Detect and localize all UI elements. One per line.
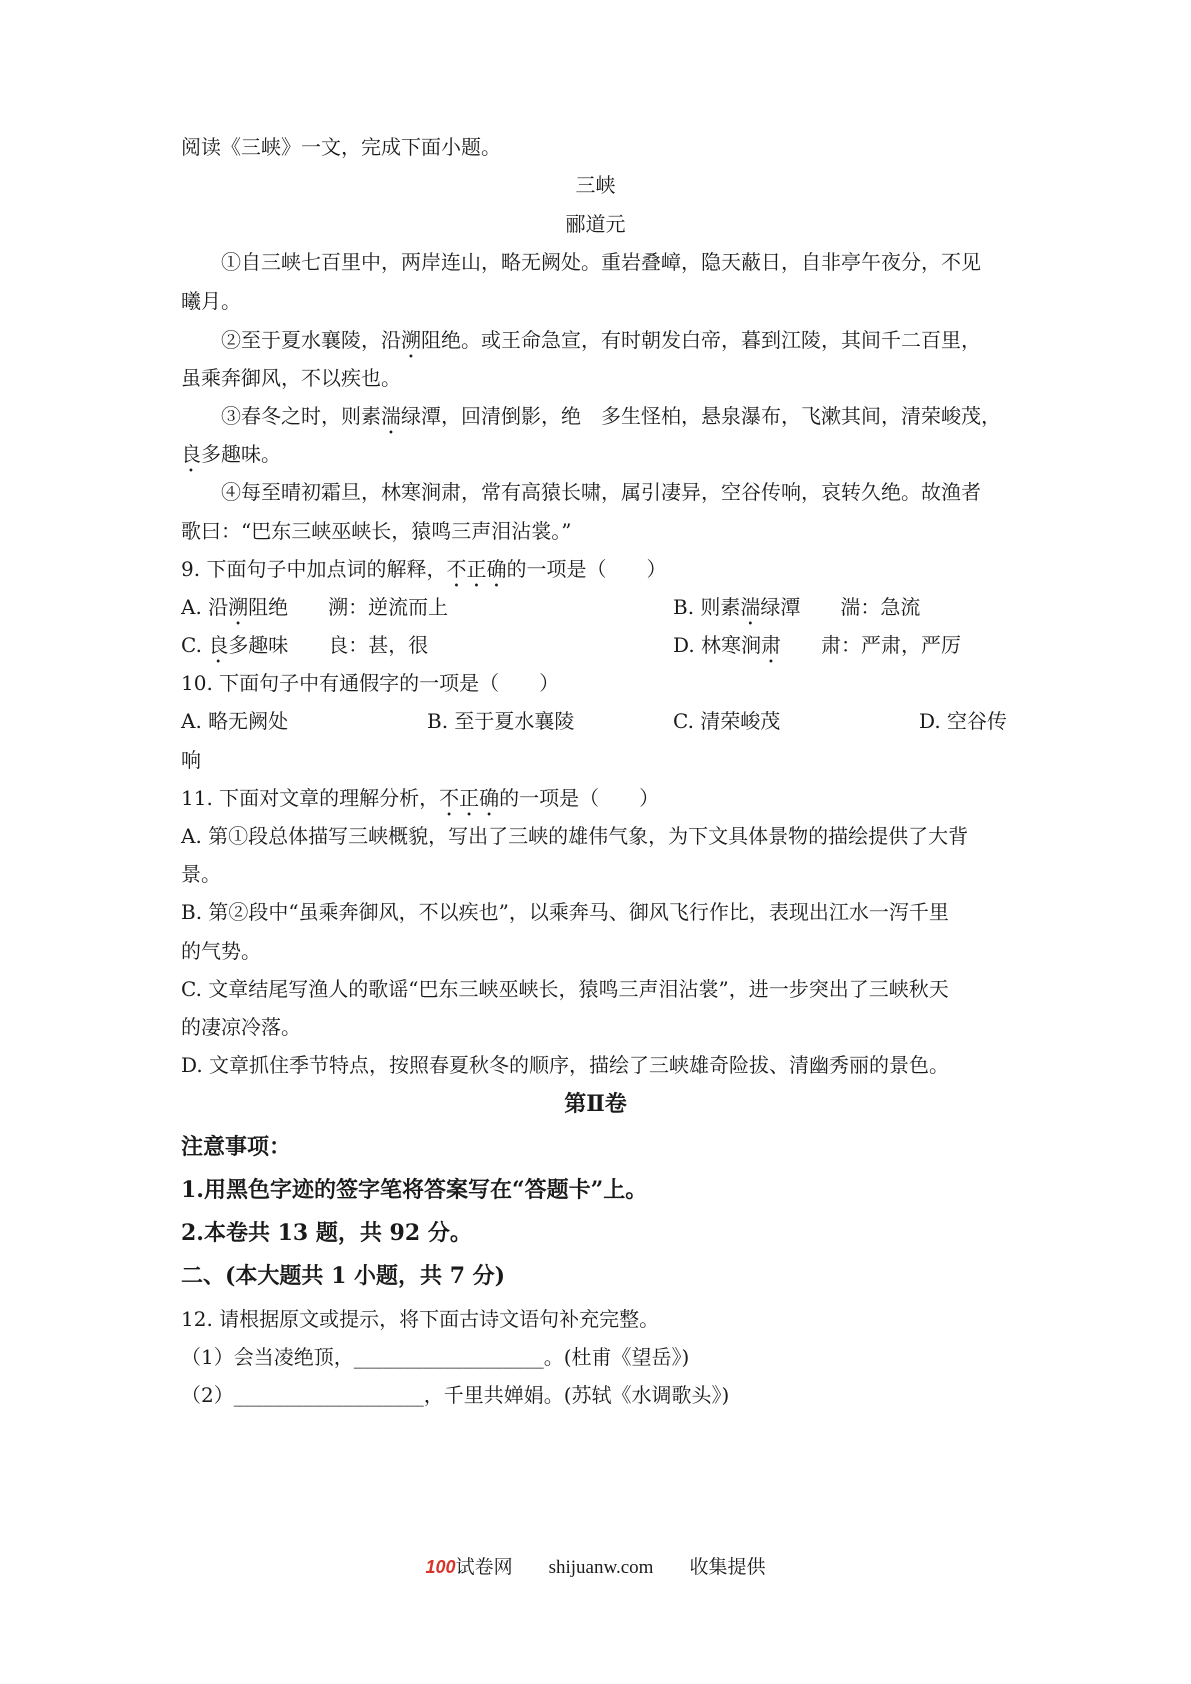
dotted-char: 良 (181, 442, 201, 466)
notice-item-2: 2.本卷共 13 题，共 92 分。 (181, 1220, 472, 1246)
q9-option-c: C. 良多趣味 良：甚，很 (181, 633, 429, 657)
question-10: 10. 下面句子中有通假字的一项是（ ） (181, 671, 560, 695)
para-3-line-2: 良多趣味。 (181, 442, 281, 466)
q11-option-c-line-1: C. 文章结尾写渔人的歌谣“巴东三峡巫峡长，猿鸣三声泪沾裳”，进一步突出了三峡秋天 (181, 977, 949, 1001)
logo-100-icon: 100 (425, 1557, 456, 1577)
question-12: 12. 请根据原文或提示，将下面古诗文语句补充完整。 (181, 1307, 660, 1331)
q11-option-a-line-2: 景。 (181, 862, 221, 886)
q11-option-b-line-1: B. 第②段中“虽乘奔御风，不以疾也”，以乘奔马、御风飞行作比，表现出江水一泻千里 (181, 900, 949, 924)
q12-item-1: （1）会当凌绝顶，___________________。(杜甫《望岳》) (181, 1345, 690, 1369)
para-2-line-1: ②至于夏水襄陵，沿溯阻绝。或王命急宣，有时朝发白帝，暮到江陵，其间千二百里， (221, 328, 981, 352)
footer-note: 收集提供 (689, 1557, 766, 1578)
q10-option-a: A. 略无阙处 (181, 709, 289, 733)
q10-option-b: B. 至于夏水襄陵 (427, 709, 575, 733)
volume-2-heading: 第Ⅱ卷 (564, 1091, 627, 1117)
q12-item-2: （2）___________________，千里共婵娟。(苏轼《水调歌头》) (181, 1383, 730, 1407)
q10-option-c: C. 清荣峻茂 (673, 709, 781, 733)
notice-heading: 注意事项： (181, 1134, 292, 1160)
dotted-phrase: 不正确 (446, 557, 507, 581)
para-1-line-1: ①自三峡七百里中，两岸连山，略无阙处。重岩叠嶂，隐天蔽日，自非亭午夜分，不见 (221, 250, 981, 274)
q10-option-d-wrap: 响 (181, 748, 201, 772)
q11-option-c-line-2: 的凄凉冷落。 (181, 1015, 301, 1039)
footer-site: shijuanw.com (548, 1557, 654, 1578)
passage-author: 郦道元 (565, 212, 626, 236)
dotted-phrase: 不正确 (439, 786, 500, 810)
question-9: 9. 下面句子中加点词的解释，不正确的一项是（ ） (181, 557, 667, 581)
section-2-heading: 二、(本大题共 1 小题，共 7 分) (181, 1263, 506, 1289)
q11-option-b-line-2: 的气势。 (181, 939, 261, 963)
para-2-line-2: 虽乘奔御风，不以疾也。 (181, 366, 401, 390)
footer-brand: 试卷网 (455, 1557, 513, 1578)
para-3-line-1: ③春冬之时，则素湍绿潭，回清倒影，绝 多生怪柏，悬泉瀑布，飞漱其间，清荣峻茂， (221, 404, 1001, 428)
q11-option-d: D. 文章抓住季节特点，按照春夏秋冬的顺序，描绘了三峡雄奇险拔、清幽秀丽的景色。 (181, 1053, 950, 1077)
para-4-line-1: ④每至晴初霜旦，林寒涧肃，常有高猿长啸，属引凄异，空谷传响，哀转久绝。故渔者 (221, 480, 981, 504)
q9-option-d: D. 林寒涧肃 肃：严肃，严厉 (673, 633, 962, 657)
q9-option-b: B. 则素湍绿潭 湍：急流 (673, 595, 921, 619)
notice-item-1: 1.用黑色字迹的签字笔将答案写在“答题卡”上。 (181, 1177, 648, 1203)
dotted-char: 溯 (401, 328, 421, 352)
para-1-line-2: 曦月。 (181, 289, 241, 313)
page-footer (0, 1552, 1191, 1579)
q10-option-d: D. 空谷传 (919, 709, 1008, 733)
intro-line: 阅读《三峡》一文，完成下面小题。 (181, 135, 501, 159)
passage-title: 三峡 (575, 173, 616, 197)
q9-option-a: A. 沿溯阻绝 溯：逆流而上 (181, 595, 449, 619)
q11-option-a-line-1: A. 第①段总体描写三峡概貌，写出了三峡的雄伟气象，为下文具体景物的描绘提供了大背 (181, 824, 969, 848)
question-11: 11. 下面对文章的理解分析，不正确的一项是（ ） (181, 786, 660, 810)
para-4-line-2: 歌曰：“巴东三峡巫峡长，猿鸣三声泪沾裳。” (181, 519, 572, 543)
dotted-char: 湍 (381, 404, 401, 428)
